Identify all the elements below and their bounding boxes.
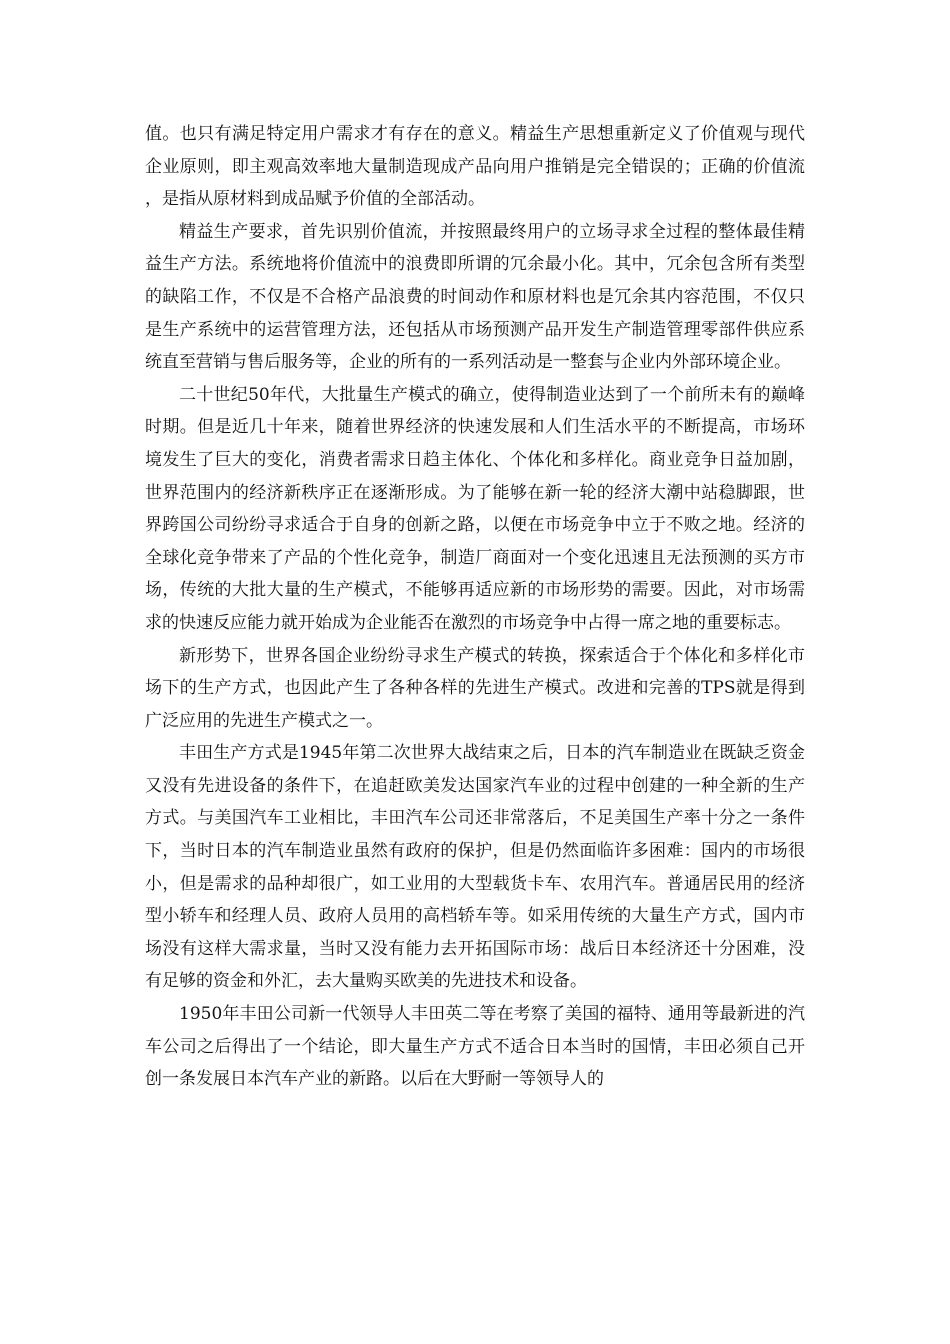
paragraph-4: 新形势下，世界各国企业纷纷寻求生产模式的转换，探索适合于个体化和多样化市场下的生产方式，也因此产生了各种各样的先进生产模式。改进和完善的TPS就是得到广泛应用的先进生产模式之一。 bbox=[145, 645, 805, 731]
document-body bbox=[145, 118, 805, 1096]
paragraph-5: 丰田生产方式是1945年第二次世界大战结束之后，日本的汽车制造业在既缺乏资金又没有先进设备的条件下，在追赶欧美发达国家汽车业的过程中创建的一种全新的生产方式。与美国汽车工业相比，丰田汽车公司还非常落后，不足美国生产率十分之一条件下，当时日本的汽车制造业虽然有政府的保护，但是仍然面临许多困难：国内的市场很小，但是需求的品种却很广，如工业用的大型载货卡车、农用汽车。普通居民用的经济型小轿车和经理人员、政府人员用的高档轿车等。如采用传统的大量生产方式，国内市场没有这样大需求量，当时又没有能力去开拓国际市场：战后日本经济还十分困难，没有足够的资金和外汇，去大量购买欧美的先进技术和设备。 bbox=[145, 743, 805, 992]
paragraph-6: 1950年丰田公司新一代领导人丰田英二等在考察了美国的福特、通用等最新进的汽车公司之后得出了一个结论，即大量生产方式不适合日本当时的国情，丰田必须自己开创一条发展日本汽车产业的新路。以后在大野耐一等领导人的 bbox=[145, 1004, 805, 1090]
paragraph-3: 二十世纪50年代，大批量生产模式的确立，使得制造业达到了一个前所未有的巅峰时期。但是近几十年来，随着世界经济的快速发展和人们生活水平的不断提高，市场环境发生了巨大的变化，消费者需求日趋主体化、个体化和多样化。商业竞争日益加剧，世界范围内的经济新秩序正在逐渐形成。为了能够在新一轮的经济大潮中站稳脚跟，世界跨国公司纷纷寻求适合于自身的创新之路，以便在市场竞争中立于不败之地。经济的全球化竞争带来了产品的个性化竞争，制造厂商面对一个变化迅速且无法预测的买方市场，传统的大批大量的生产模式，不能够再适应新的市场形势的需要。因此，对市场需求的快速反应能力就开始成为企业能否在激烈的市场竞争中占得一席之地的重要标志。 bbox=[145, 384, 805, 633]
paragraph-1: 值。也只有满足特定用户需求才有存在的意义。精益生产思想重新定义了价值观与现代企业原则，即主观高效率地大量制造现成产品向用户推销是完全错误的；正确的价值流，是指从原材料到成品赋予价值的全部活动。 bbox=[145, 124, 805, 210]
paragraph-2: 精益生产要求，首先识别价值流，并按照最终用户的立场寻求全过程的整体最佳精益生产方法。系统地将价值流中的浪费即所谓的冗余最小化。其中，冗余包含所有类型的缺陷工作，不仅是不合格产品浪费的时间动作和原材料也是冗余其内容范围，不仅只是生产系统中的运营管理方法，还包括从市场预测产品开发生产制造管理零部件供应系统直至营销与售后服务等，企业的所有的一系列活动是一整套与企业内外部环境企业。 bbox=[145, 221, 805, 373]
